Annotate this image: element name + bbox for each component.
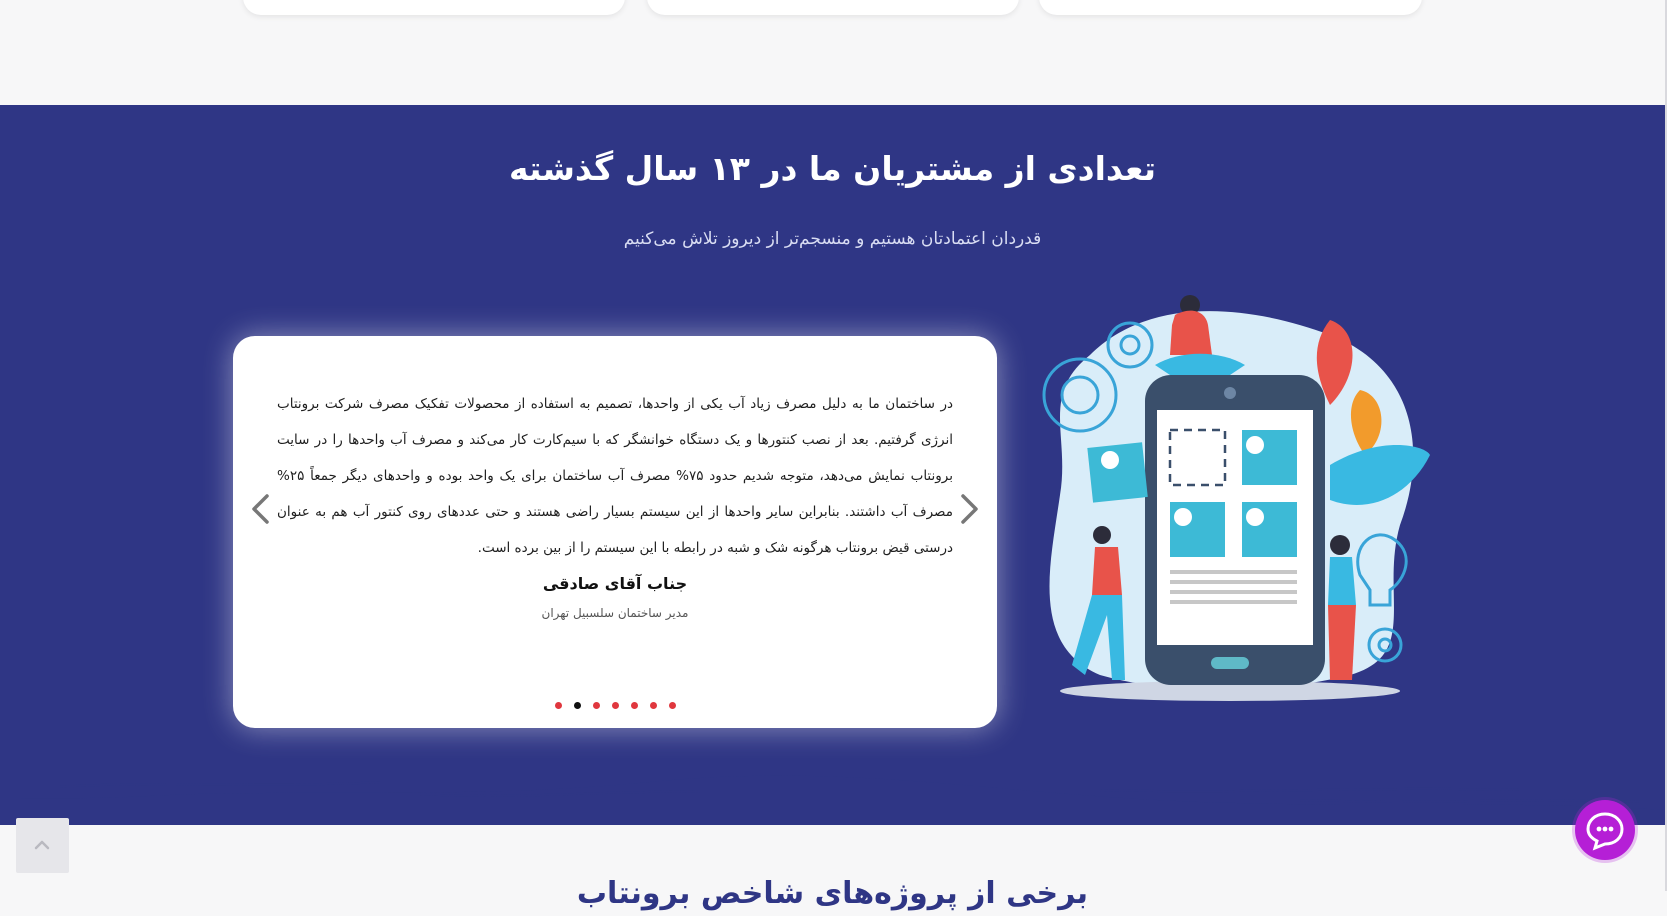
author-name: جناب آقای صادقی	[542, 574, 688, 593]
previous-section-strip	[0, 0, 1667, 105]
author-role: مدیر ساختمان سلسبیل تهران	[541, 606, 689, 620]
section-subtitle: قدردان اعتمادتان هستیم و منسجم‌تر از دیروز تلاش می‌کنیم	[623, 229, 1042, 249]
testimonials-illustration	[1030, 295, 1430, 705]
project-card[interactable]	[647, 0, 1019, 15]
slider-dot[interactable]	[612, 702, 619, 709]
slider-dot[interactable]	[650, 702, 657, 709]
slider-dot[interactable]	[555, 702, 562, 709]
chevron-up-icon	[16, 818, 69, 873]
chevron-left-icon[interactable]	[247, 492, 273, 526]
back-to-top-button[interactable]	[16, 818, 69, 873]
slider-dot[interactable]	[669, 702, 676, 709]
testimonial-quote: در ساختمان ما به دلیل مصرف زیاد آب یکی از واحدها، تصمیم به استفاده از محصولات تفکیک مصرف شرکت برونتاب انرژی گرفتیم. بعد از نصب کنتورها و یک دستگاه خوانشگر که با سیم‌کارت کار می‌کند و مصرف آب واحدها را در سایت برونتاب نمایش می‌دهد، متوجه شدیم حدود ۷۵% مصرف آب ساختمان برای یک واحد بوده و واحدهای دیگر جمعاً ۲۵% مصرف آب داشتند. بنابراین سایر واحدها از این سیستم بسیار راضی هستند و حتی عددهای روی کنتور آب هم به عنوان درستی قیض برونتاب هرگونه شک و شبه در رابطه با این سیستم را از بین برده است.	[277, 396, 953, 556]
slider-dot[interactable]	[574, 702, 581, 709]
testimonial-card	[233, 336, 997, 728]
chevron-right-icon[interactable]	[957, 492, 983, 526]
slider-pagination	[233, 702, 997, 709]
slider-dot[interactable]	[593, 702, 600, 709]
section-title: تعدادی از مشتریان ما در ۱۳ سال گذشته	[509, 149, 1156, 188]
slider-dot[interactable]	[631, 702, 638, 709]
project-card[interactable]	[243, 0, 625, 15]
project-card[interactable]	[1039, 0, 1422, 15]
chat-bubble-icon	[1575, 800, 1635, 860]
testimonials-section	[0, 105, 1665, 825]
chat-button[interactable]	[1575, 800, 1635, 860]
next-section-title: برخی از پروژه‌های شاخص برونتاب	[576, 876, 1089, 911]
